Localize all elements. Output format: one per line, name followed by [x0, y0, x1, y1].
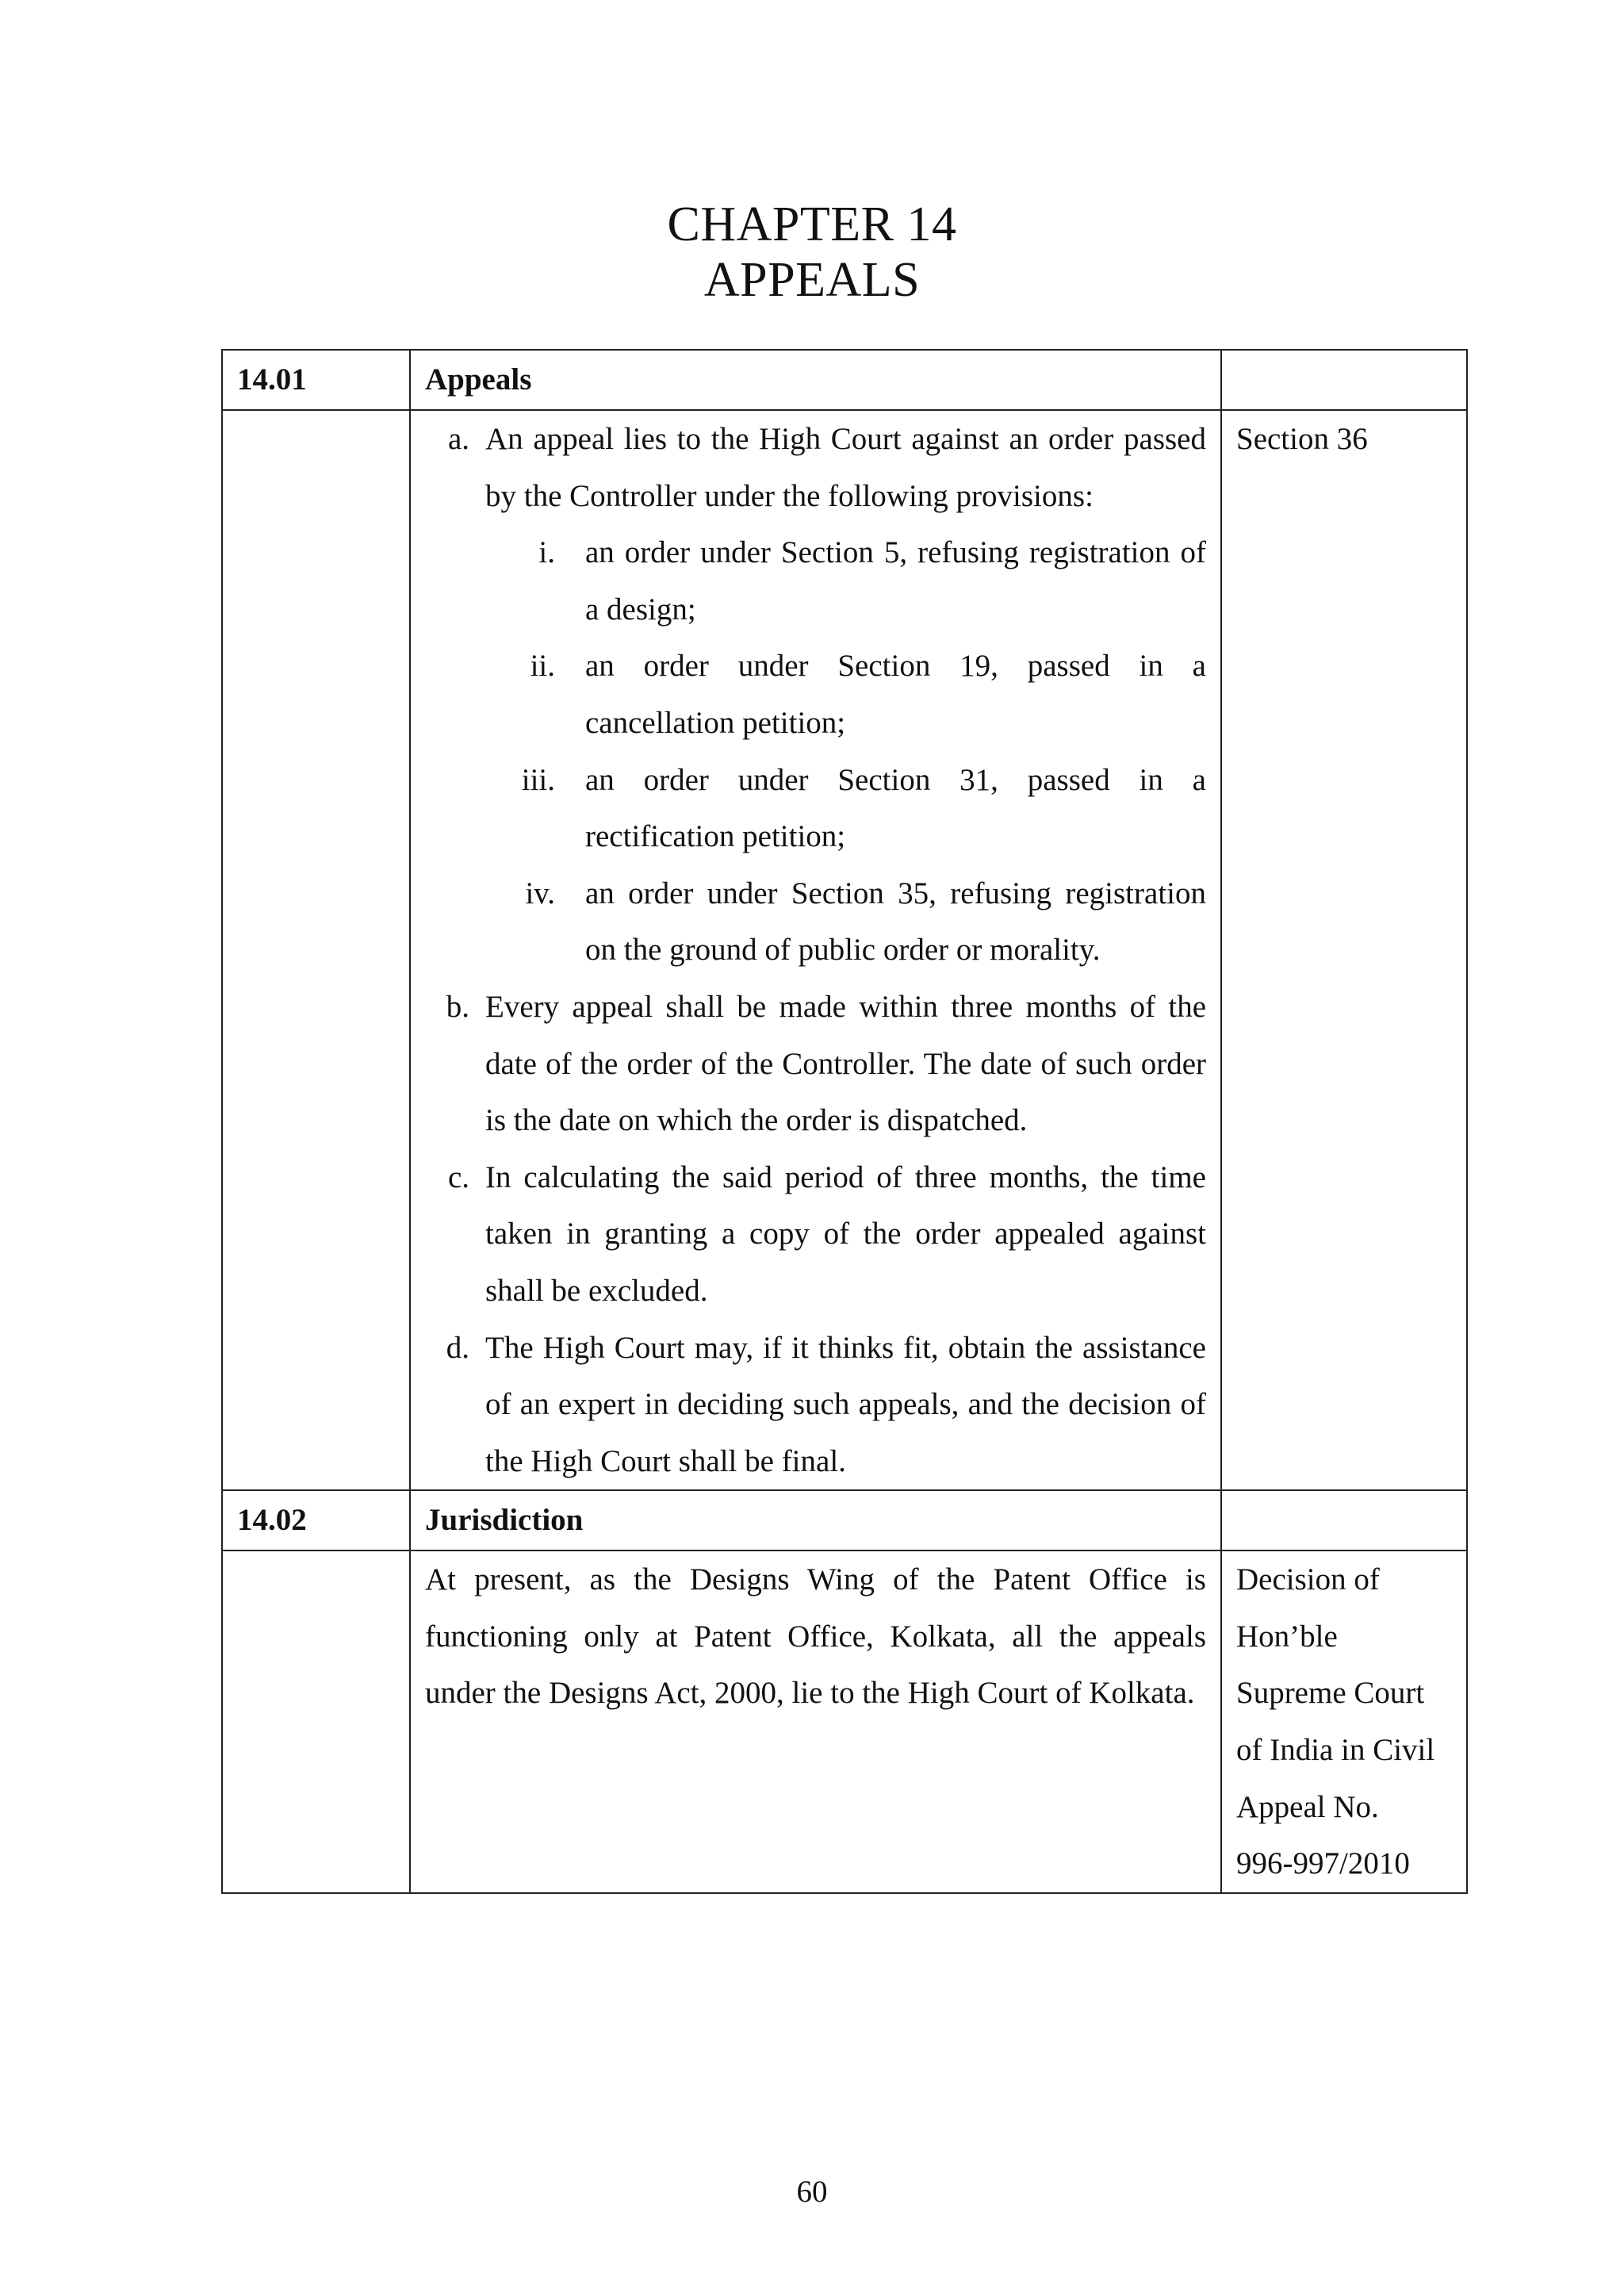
reference-line: Decision of — [1236, 1562, 1380, 1597]
chapter-heading — [0, 197, 1624, 308]
list-item — [425, 979, 1206, 1149]
section-header-empty-cell — [1221, 1490, 1467, 1550]
sub-list-marker: ii. — [530, 649, 555, 684]
section-body-empty-cell — [222, 1550, 410, 1893]
list-item — [425, 1320, 1206, 1490]
provision-list — [425, 411, 1206, 1489]
chapter-number: CHAPTER 14 — [667, 197, 957, 251]
reference-line: Supreme Court — [1236, 1676, 1425, 1711]
sub-provision-list — [485, 524, 1206, 979]
section-body-empty-cell — [222, 410, 410, 1490]
sub-list-marker: iii. — [521, 762, 555, 797]
sub-list-marker: i. — [538, 535, 555, 570]
list-item-text: Every appeal shall be made within three months of the date of the order of the Controller. The date of such order is the date on which the order is dispatched. — [485, 989, 1206, 1138]
sub-list-item — [485, 865, 1206, 979]
reference-line: of India in Civil — [1236, 1733, 1435, 1768]
list-item-text: In calculating the said period of three months, the time taken in granting a copy of the order appealed against shall be excluded. — [485, 1159, 1206, 1308]
list-item — [425, 1149, 1206, 1320]
list-marker: d. — [446, 1330, 469, 1365]
list-marker: c. — [447, 1159, 469, 1194]
sub-list-item — [485, 524, 1206, 638]
list-marker: b. — [446, 989, 469, 1024]
sub-list-marker: iv. — [525, 876, 555, 910]
section-body-row — [222, 410, 1467, 1490]
reference-line: 996-997/2010 — [1236, 1846, 1410, 1881]
list-item-text: The High Court may, if it thinks fit, obtain the assistance of an expert in deciding such appeals, and the decision of the High Court shall be final. — [485, 1330, 1206, 1478]
list-item-text: An appeal lies to the High Court against an order passed by the Controller under the following provisions: — [485, 422, 1206, 513]
section-number: 14.01 — [222, 350, 410, 410]
section-header-row — [222, 350, 1467, 410]
page-number: 60 — [796, 2175, 828, 2209]
reference-line: Appeal No. — [1236, 1789, 1379, 1824]
sub-list-item-text: an order under Section 5, refusing registration of a design; — [585, 535, 1206, 627]
section-title: Appeals — [410, 350, 1221, 410]
section-number: 14.02 — [222, 1490, 410, 1550]
list-item — [425, 411, 1206, 979]
section-body-text: At present, as the Designs Wing of the Patent Office is functioning only at Patent Office, Kolkata, all the appeals under the Designs Act, 2000, lie to the High Court of Kolkata. — [410, 1550, 1221, 1893]
sub-list-item-text: an order under Section 31, passed in a rectification petition; — [585, 762, 1206, 854]
section-header-empty-cell — [1221, 350, 1467, 410]
reference-line: Hon’ble — [1236, 1619, 1338, 1654]
chapter-title: APPEALS — [703, 253, 921, 307]
section-title: Jurisdiction — [410, 1490, 1221, 1550]
sub-list-item-text: an order under Section 35, refusing registration on the ground of public order or morality. — [585, 876, 1206, 968]
section-reference: Section 36 — [1221, 410, 1467, 1490]
section-body-row — [222, 1550, 1467, 1893]
section-body-text — [410, 410, 1221, 1490]
section-header-row — [222, 1490, 1467, 1550]
appeals-table — [221, 349, 1468, 1894]
sub-list-item — [485, 752, 1206, 865]
sub-list-item — [485, 638, 1206, 751]
sub-list-item-text: an order under Section 19, passed in a cancellation petition; — [585, 649, 1206, 740]
list-marker: a. — [447, 422, 469, 456]
section-reference — [1221, 1550, 1467, 1893]
